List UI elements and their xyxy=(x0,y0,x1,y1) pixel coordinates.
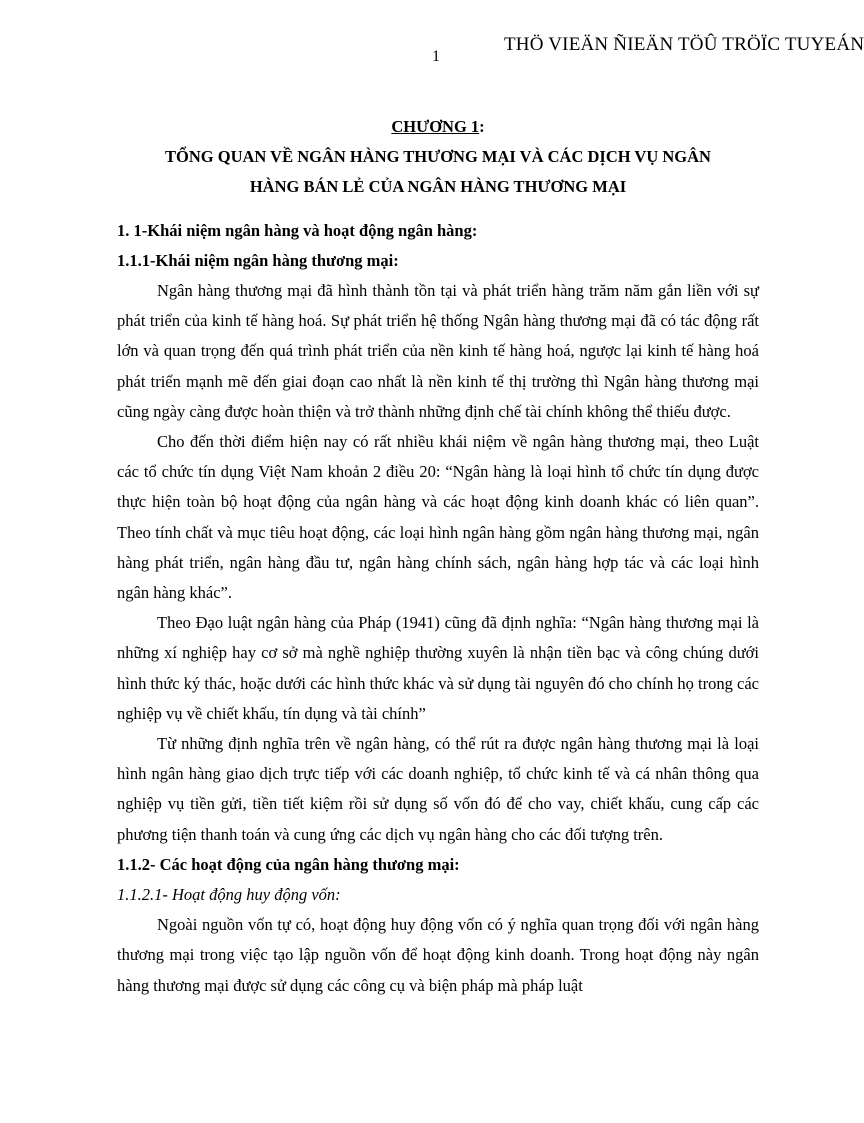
chapter-label: CHƯƠNG 1 xyxy=(391,117,480,136)
chapter-title: TỔNG QUAN VỀ NGÂN HÀNG THƯƠNG MẠI VÀ CÁC DỊCH VỤ NGÂN HÀNG BÁN LẺ CỦA NGÂN HÀNG THƯƠNG MẠI xyxy=(165,147,711,197)
paragraph-1: Ngân hàng thương mại đã hình thành tồn tại và phát triển hàng trăm năm gắn liền với sự phát triển của kinh tế hàng hoá. Sự phát triển hệ thống Ngân hàng thương mại đã có tác động rất lớn và quan trọng đến quá trình phát triển của nền kinh tế hàng hoá, ngược lại kinh tế hàng hoá phát triển mạnh mẽ đến giai đoạn cao nhất là nền kinh tế thị trường thì Ngân hàng thương mại cũng ngày càng được hoàn thiện và trở thành những định chế tài chính không thể thiếu được. xyxy=(117,281,759,421)
watermark-header: THÖ VIEÄN ÑIEÄN TÖÛ TRÖÏC TUYEÁN xyxy=(504,34,864,55)
section-heading-1: 1. 1-Khái niệm ngân hàng và hoạt động ngân hàng: xyxy=(117,220,478,240)
paragraph-3: Theo Đạo luật ngân hàng của Pháp (1941) cũng đã định nghĩa: “Ngân hàng thương mại là những xí nghiệp hay cơ sở mà nghề nghiệp thường xuyên là nhận tiền bạc và công chúng dưới hình thức ký thác, hoặc dưới các hình thức khác và sử dụng tài nguyên đó cho chính họ trong các nghiệp vụ về chiết khấu, tín dụng và tài chính” xyxy=(117,613,759,723)
paragraph-5: Ngoài nguồn vốn tự có, hoạt động huy động vốn có ý nghĩa quan trọng đối với ngân hàng thương mại trong việc tạo lập nguồn vốn để hoạt động kinh doanh. Trong hoạt động này ngân hàng thương mại được sử dụng các công cụ và biện pháp mà pháp luật xyxy=(117,915,759,995)
page-number: 1 xyxy=(432,48,440,65)
section-heading-1-1-2: 1.1.2- Các hoạt động của ngân hàng thương mại: xyxy=(117,854,460,874)
paragraph-2: Cho đến thời điểm hiện nay có rất nhiều khái niệm về ngân hàng thương mại, theo Luật các tổ chức tín dụng Việt Nam khoản 2 điều 20: “Ngân hàng là loại hình tổ chức tín dụng được thực hiện toàn bộ hoạt động của ngân hàng và các hoạt động kinh doanh khác có liên quan”. Theo tính chất và mục tiêu hoạt động, các loại hình ngân hàng gồm ngân hàng thương mại, ngân hàng phát triển, ngân hàng đầu tư, ngân hàng chính sách, ngân hàng hợp tác và các loại hình ngân hàng khác”. xyxy=(117,432,759,603)
section-heading-1-1-2-1: 1.1.2.1- Hoạt động huy động vốn: xyxy=(117,885,341,905)
chapter-colon: : xyxy=(479,117,485,136)
document-body xyxy=(117,112,759,1001)
paragraph-4: Từ những định nghĩa trên về ngân hàng, có thể rút ra được ngân hàng thương mại là loại hình ngân hàng giao dịch trực tiếp với các doanh nghiệp, tổ chức kinh tế và cá nhân thông qua nghiệp vụ tiền gửi, tiền tiết kiệm rồi sử dụng số vốn đó để cho vay, chiết khấu, cung cấp các phương tiện thanh toán và cung ứng các dịch vụ ngân hàng cho các đối tượng trên. xyxy=(117,734,759,844)
chapter-heading xyxy=(117,112,759,142)
section-heading-1-1-1: 1.1.1-Khái niệm ngân hàng thương mại: xyxy=(117,250,399,270)
